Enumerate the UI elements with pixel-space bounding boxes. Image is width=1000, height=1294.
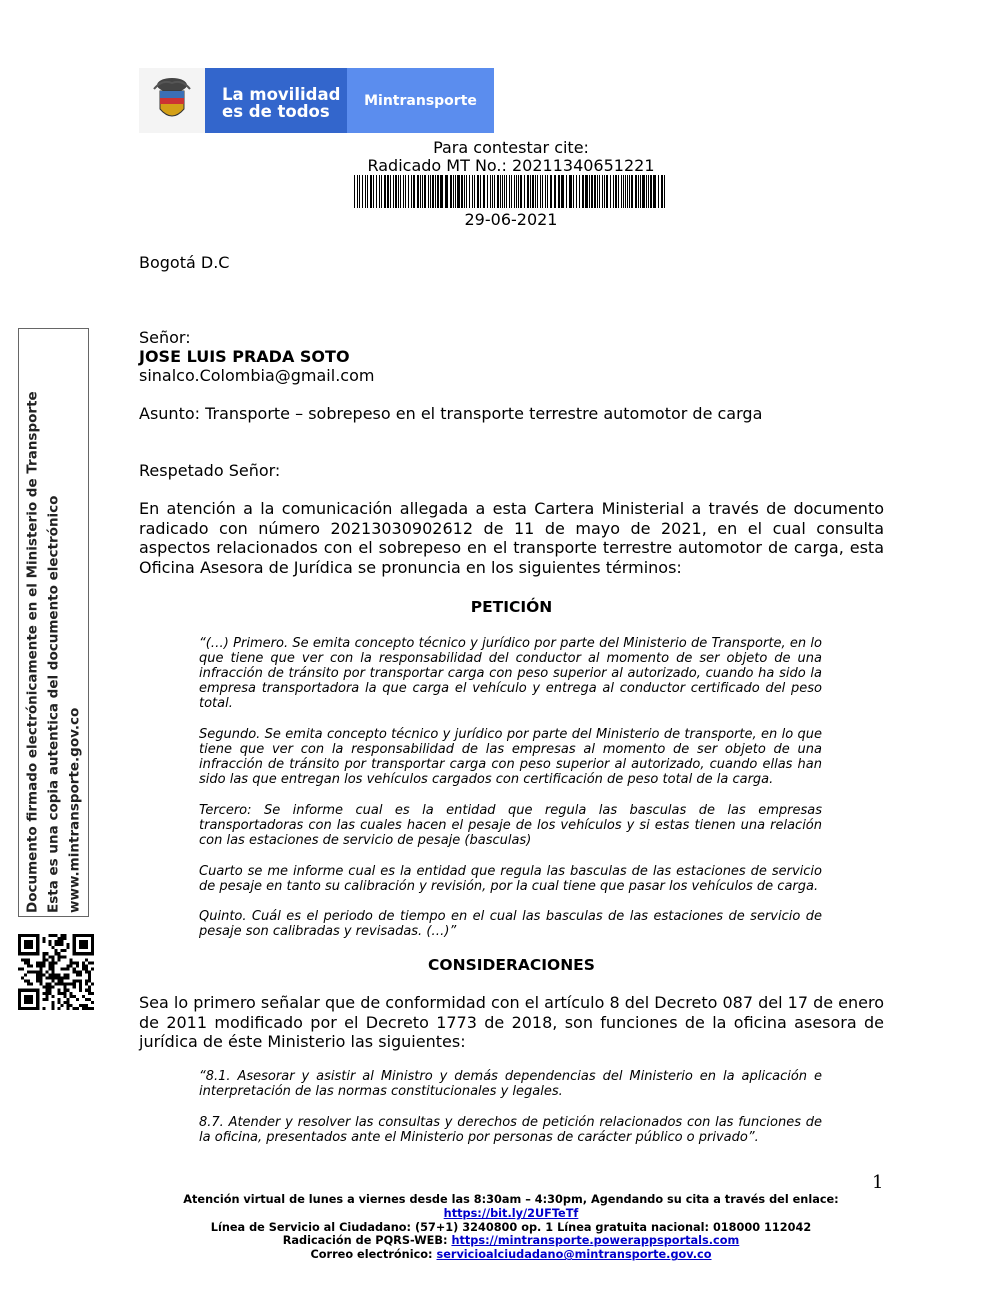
footer-pqrs-label: Radicación de PQRS-WEB: (282, 1234, 452, 1248)
stamp-line-3: www.mintransporte.gov.co (66, 707, 82, 913)
document-date: 29-06-2021 (464, 210, 558, 229)
logo-slogan-line2: es de todos (222, 102, 330, 121)
intro-paragraph: En atención a la comunicación allegada a esta Cartera Ministerial a través de documento radicado con número 20213030902612 de 11 de mayo de 2021, en el cual consulta aspectos relacionados con el sobrepeso en el transporte terrestre automotor de carga, esta Oficina Asesora de Jurídica se pronuncia en los siguientes términos: (139, 499, 884, 577)
subject: Asunto: Transporte – sobrepeso en el transporte terrestre automotor de carga (139, 404, 763, 423)
petition-quote-1: “(…) Primero. Se emita concepto técnico y jurídico por parte del Ministerio de Transporte, en lo que tiene que ver con la responsabilidad del conductor al momento de ser objeto de una infracción de tránsito por transportar carga con peso superior al autorizado, cuando ha sido la empresa transportadora la que carga el vehículo y entrega al conductor certificado del peso total. (199, 636, 822, 711)
petition-quote-5: Quinto. Cuál es el periodo de tiempo en el cual las basculas de las estaciones de servicio de pesaje son calibradas y revisadas. (…)” (199, 909, 822, 939)
city: Bogotá D.C (139, 253, 230, 272)
greeting: Respetado Señor: (139, 461, 281, 480)
logo-slogan-line1: La movilidad (222, 85, 341, 104)
footer-email-label: Correo electrónico: (310, 1248, 437, 1262)
footer-phone-lines: Línea de Servicio al Ciudadano: (57+1) 3240800 op. 1 Línea gratuita nacional: 018000 112042 (210, 1220, 812, 1234)
petition-heading: PETICIÓN (470, 598, 553, 616)
electronic-signature-stamp (18, 328, 89, 917)
cite-label: Para contestar cite: (433, 138, 589, 157)
footer-pqrs-link[interactable]: https://mintransporte.powerappsportals.com (451, 1234, 740, 1248)
qr-code-icon (18, 934, 94, 1010)
considerations-paragraph: Sea lo primero señalar que de conformidad con el artículo 8 del Decreto 087 del 17 de enero de 2011 modificado por el Decreto 1773 de 2018, son funciones de la oficina asesora de jurídica de éste Ministerio las siguientes: (139, 993, 885, 1051)
recipient-email: sinalco.Colombia@gmail.com (139, 366, 375, 385)
radicado-number: Radicado MT No.: 20211340651221 (367, 156, 655, 175)
petition-quote-4: Cuarto se me informe cual es la entidad que regula las basculas de las estaciones de servicio de pesaje en tanto su calibración y revisión, por la cual tiene que pasar los vehículos de carga. (199, 864, 822, 894)
function-quote-1: “8.1. Asesorar y asistir al Ministro y demás dependencias del Ministerio en la aplicación e interpretación de las normas constitucionales y legales. (199, 1069, 822, 1099)
stamp-line-1: Documento firmado electrónicamente en el Ministerio de Transporte (24, 390, 40, 913)
coat-of-arms-icon (139, 68, 205, 133)
logo-slogan (205, 68, 347, 133)
recipient-name: JOSE LUIS PRADA SOTO (139, 347, 350, 366)
footer-email-link[interactable]: servicioalciudadano@mintransporte.gov.co (436, 1248, 712, 1262)
page-number: 1 (872, 1172, 884, 1193)
footer (100, 1193, 922, 1262)
stamp-line-2: Esta es una copia autentica del documento electrónico (45, 495, 61, 913)
footer-hours: Atención virtual de lunes a viernes desde las 8:30am – 4:30pm, Agendando su cita a través del enlace: (183, 1193, 839, 1206)
footer-appointment-link[interactable]: https://bit.ly/2UFTeTf (443, 1206, 579, 1220)
mintransporte-logo (139, 68, 494, 133)
petition-quote-3: Tercero: Se informe cual es la entidad que regula las basculas de las empresas transportadoras con las cuales hacen el pesaje de los vehículos y si estas tienen una relación con las estaciones de servicio de pesaje (basculas) (199, 803, 822, 848)
barcode (354, 175, 668, 208)
petition-quote-2: Segundo. Se emita concepto técnico y jurídico por parte del Ministerio de transporte, en lo que tiene que ver con la responsabilidad de las empresas al momento de ser objeto de una infracción de tránsito por transportar carga con peso superior al autorizado, cuando ellas han sido las que entregan los vehículos cargados con certificación de peso total de la carga. (199, 727, 822, 787)
considerations-heading: CONSIDERACIONES (428, 956, 595, 974)
logo-brand: Mintransporte (347, 68, 494, 133)
function-quote-2: 8.7. Atender y resolver las consultas y derechos de petición relacionados con las funciones de la oficina, presentados ante el Ministerio por personas de carácter público o privado”. (199, 1115, 822, 1145)
salutation-to: Señor: (139, 328, 191, 347)
